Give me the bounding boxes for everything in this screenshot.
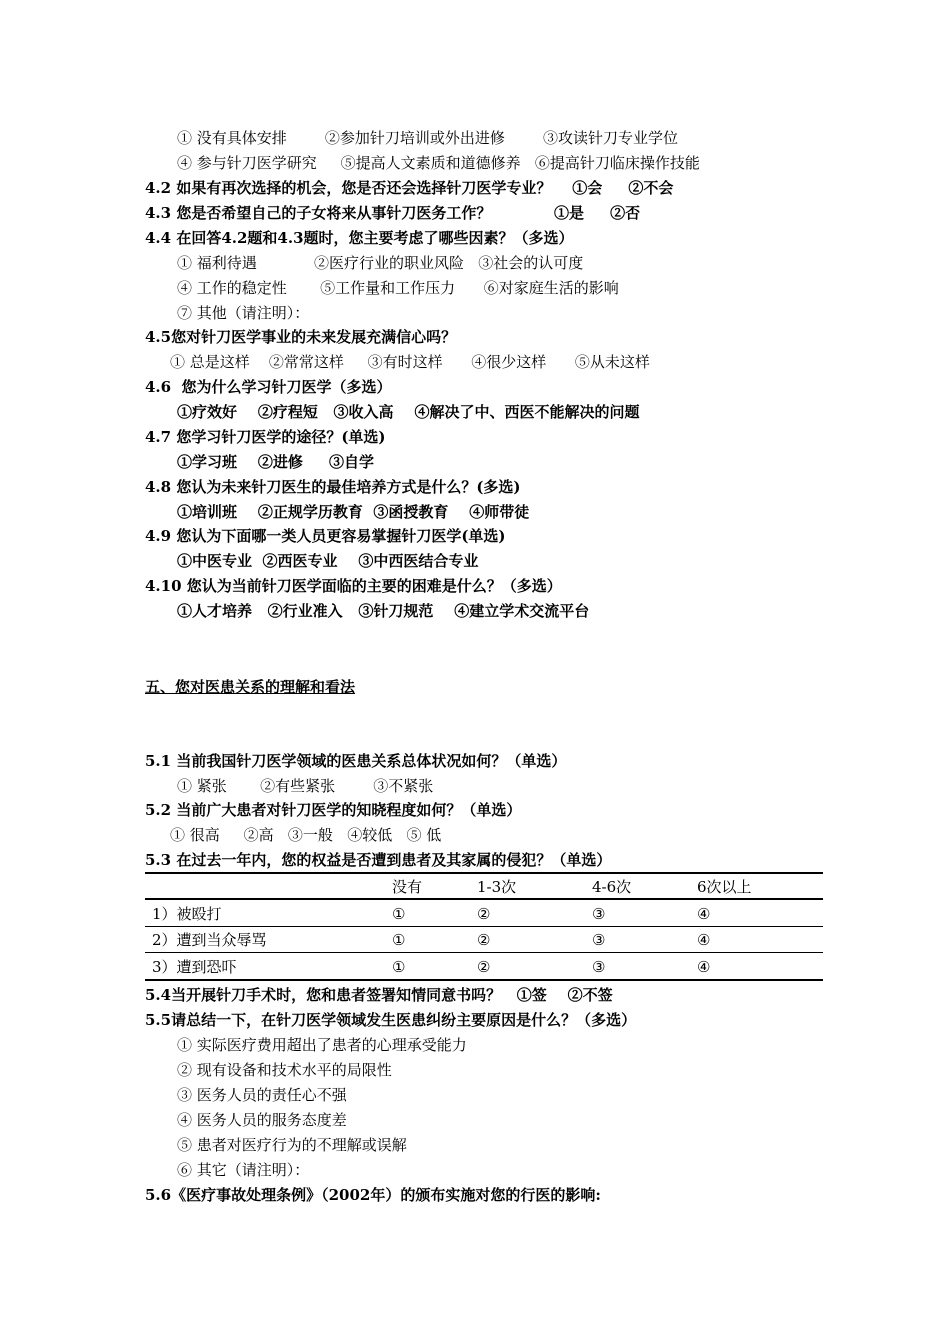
- question-4-7: 4.7 您学习针刀医学的途径？(单选): [145, 428, 386, 446]
- question-4-9: 4.9 您认为下面哪一类人员更容易掌握针刀医学(单选): [145, 527, 506, 545]
- q5-5-option-3: ③ 医务人员的责任心不强: [177, 1086, 347, 1104]
- table-header-6-plus: 6次以上: [697, 878, 752, 896]
- table-cell: ①: [392, 958, 406, 976]
- table-cell: ④: [697, 931, 711, 949]
- table-row-label: 2）遭到当众辱骂: [152, 931, 267, 949]
- question-4-2: 4.2 如果有再次选择的机会，您是否还会选择针刀医学专业？ ①会 ②不会: [145, 179, 674, 197]
- table-cell: ②: [477, 958, 491, 976]
- question-5-2: 5.2 当前广大患者对针刀医学的知晓程度如何？（单选）: [145, 801, 522, 819]
- question-5-1: 5.1 当前我国针刀医学领域的医患关系总体状况如何？（单选）: [145, 752, 567, 770]
- question-5-4: 5.4当开展针刀手术时，您和患者签署知情同意书吗？ ①签 ②不签: [145, 986, 613, 1004]
- q5-5-option-5: ⑤ 患者对医疗行为的不理解或误解: [177, 1136, 407, 1154]
- question-4-4: 4.4 在回答4.2题和4.3题时，您主要考虑了哪些因素？（多选）: [145, 229, 574, 247]
- table-cell: ①: [392, 931, 406, 949]
- q5-5-option-2: ② 现有设备和技术水平的局限性: [177, 1061, 392, 1079]
- question-4-10: 4.10 您认为当前针刀医学面临的主要的困难是什么？（多选）: [145, 577, 562, 595]
- table-cell: ③: [592, 905, 606, 923]
- q4-1-options-row1: ① 没有具体安排 ②参加针刀培训或外出进修 ③攻读针刀专业学位: [177, 129, 679, 147]
- table-row-divider: [145, 926, 823, 927]
- question-4-6: 4.6 您为什么学习针刀医学（多选）: [145, 378, 392, 396]
- q4-4-options-row2: ④ 工作的稳定性 ⑤工作量和工作压力 ⑥对家庭生活的影响: [177, 279, 619, 297]
- q4-6-options: ①疗效好 ②疗程短 ③收入高 ④解决了中、西医不能解决的问题: [177, 403, 640, 421]
- q5-5-option-6: ⑥ 其它（请注明）：: [177, 1161, 310, 1179]
- table-header-none: 没有: [392, 878, 423, 896]
- q4-4-options-row3: ⑦ 其他（请注明）：: [177, 304, 310, 322]
- q5-5-option-4: ④ 医务人员的服务态度差: [177, 1111, 347, 1129]
- q4-9-options: ①中医专业 ②西医专业 ③中西医结合专业: [177, 552, 479, 570]
- table-cell: ②: [477, 905, 491, 923]
- question-5-3: 5.3 在过去一年内，您的权益是否遭到患者及其家属的侵犯？（单选）: [145, 851, 612, 869]
- q4-5-options: ① 总是这样 ②常常这样 ③有时这样 ④很少这样 ⑤从未这样: [170, 353, 650, 371]
- table-cell: ③: [592, 958, 606, 976]
- q4-4-options-row1: ① 福利待遇 ②医疗行业的职业风险 ③社会的认可度: [177, 254, 584, 272]
- table-cell: ④: [697, 958, 711, 976]
- question-4-5: 4.5您对针刀医学事业的未来发展充满信心吗？: [145, 328, 457, 346]
- q5-2-options: ① 很高 ②高 ③一般 ④较低 ⑤ 低: [170, 826, 442, 844]
- q5-5-option-1: ① 实际医疗费用超出了患者的心理承受能力: [177, 1036, 467, 1054]
- section-5-heading: 五、您对医患关系的理解和看法: [145, 678, 356, 696]
- q4-1-options-row2: ④ 参与针刀医学研究 ⑤提高人文素质和道德修养 ⑥提高针刀临床操作技能: [177, 154, 700, 172]
- q5-1-options: ① 紧张 ②有些紧张 ③不紧张: [177, 777, 434, 795]
- table-cell: ④: [697, 905, 711, 923]
- table-header-rule: [145, 898, 823, 900]
- table-cell: ①: [392, 905, 406, 923]
- q4-8-options: ①培训班 ②正规学历教育 ③函授教育 ④师带徒: [177, 503, 530, 521]
- question-5-6: 5.6《医疗事故处理条例》（2002年）的颁布实施对您的行医的影响:: [145, 1186, 601, 1204]
- question-4-8: 4.8 您认为未来针刀医生的最佳培养方式是什么？(多选): [145, 478, 521, 496]
- table-cell: ③: [592, 931, 606, 949]
- question-5-5: 5.5请总结一下，在针刀医学领域发生医患纠纷主要原因是什么？（多选）: [145, 1011, 637, 1029]
- table-row-label: 3）遭到恐吓: [152, 958, 237, 976]
- table-header-4-6: 4-6次: [592, 878, 632, 896]
- table-cell: ②: [477, 931, 491, 949]
- table-bottom-rule: [145, 979, 823, 981]
- table-top-rule: [145, 872, 823, 874]
- table-row-label: 1）被殴打: [152, 905, 222, 923]
- q4-10-options: ①人才培养 ②行业准入 ③针刀规范 ④建立学术交流平台: [177, 602, 590, 620]
- table-header-1-3: 1-3次: [477, 878, 517, 896]
- question-4-3: 4.3 您是否希望自己的子女将来从事针刀医务工作？ ①是 ②否: [145, 204, 641, 222]
- table-row-divider: [145, 952, 823, 953]
- q4-7-options: ①学习班 ②进修 ③自学: [177, 453, 375, 471]
